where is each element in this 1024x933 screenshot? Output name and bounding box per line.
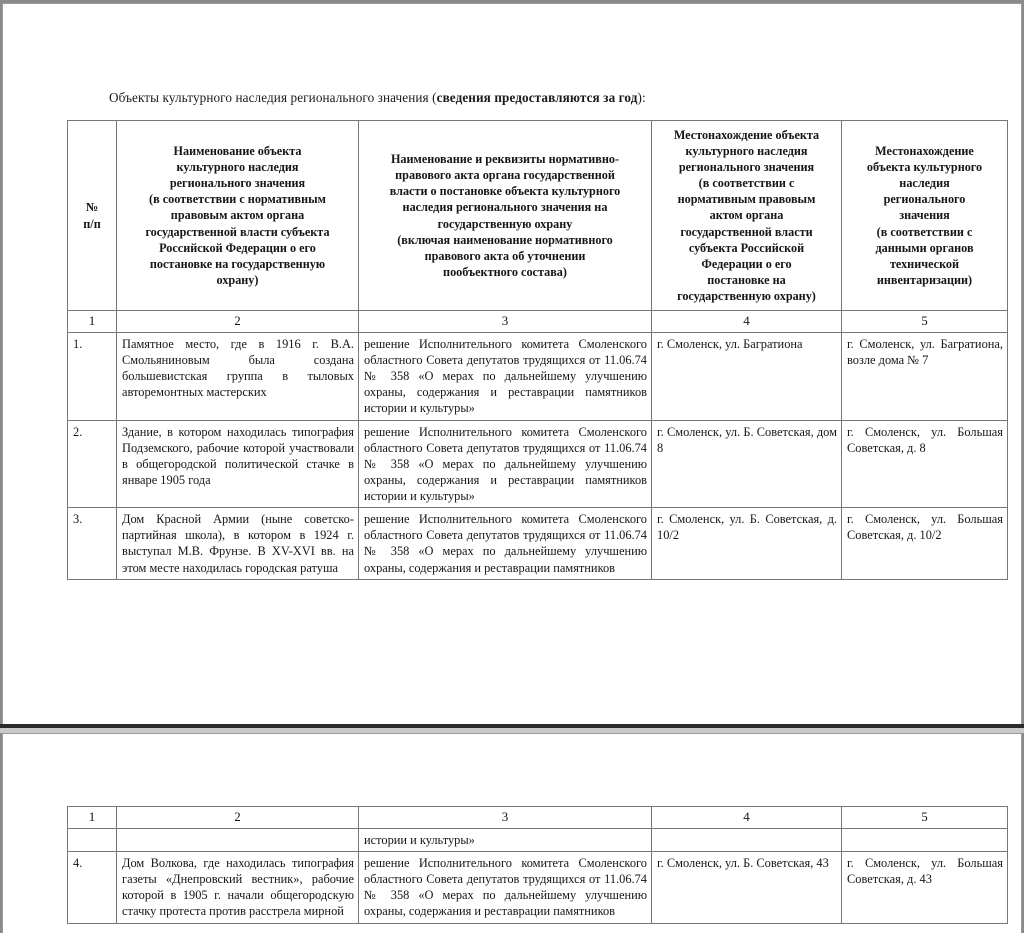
row-number: 2. [68, 420, 117, 508]
column-number: 3 [359, 807, 652, 829]
column-header-object-name [117, 121, 359, 311]
location-act: г. Смоленск, ул. Багратиона [652, 332, 842, 420]
header-line: наследия регионального значения на [402, 200, 608, 215]
column-number: 5 [842, 807, 1008, 829]
object-name: Дом Красной Армии (ныне советско-партийная школа), в котором в 1924 г. выступал М.В. Фрунзе. В XV-XVI вв. на этом месте находилась городская ратуша [117, 508, 359, 580]
row-number: 3. [68, 508, 117, 580]
legal-act-carryover: истории и культуры» [359, 828, 652, 851]
header-line: государственную охрану [437, 216, 573, 231]
location-act: г. Смоленск, ул. Б. Советская, д. 10/2 [652, 508, 842, 580]
header-line: значения [899, 208, 950, 223]
header-line: пообъектного состава) [443, 264, 567, 279]
document-page-1 [2, 3, 1022, 725]
column-number: 1 [68, 807, 117, 829]
column-number: 5 [842, 311, 1008, 333]
header-line: государственной власти [680, 224, 813, 239]
header-line: государственную охрану) [677, 288, 816, 303]
column-number-row [68, 311, 1008, 333]
header-line: п/п [83, 216, 101, 231]
caption-bold: сведения предоставляются за год [436, 90, 638, 105]
table-row [68, 852, 1008, 924]
table-row-carryover [68, 828, 1008, 851]
table-header-row [68, 121, 1008, 311]
location-tech: г. Смоленск, ул. Багратиона, возле дома № 7 [842, 332, 1008, 420]
empty-cell [68, 828, 117, 851]
header-line: технической [889, 256, 960, 271]
column-header-location-tech [842, 121, 1008, 311]
location-tech: г. Смоленск, ул. Большая Советская, д. 43 [842, 852, 1008, 924]
location-tech: г. Смоленск, ул. Большая Советская, д. 8 [842, 420, 1008, 508]
page-title [109, 90, 646, 106]
object-name: Здание, в котором находилась типография Подземского, рабочие которой участвовали в общегородской политической стачке в январе 1905 года [117, 420, 359, 508]
header-line: Наименование объекта [173, 144, 302, 159]
column-number: 4 [652, 807, 842, 829]
header-line: культурного наследия [685, 144, 808, 159]
header-line: Федерации о его [701, 256, 792, 271]
object-name: Дом Волкова, где находилась типография газеты «Днепровский вестник», рабочие которой в 1905 г. начали общегородскую стачку протеста против расстрела мирной [117, 852, 359, 924]
header-line: власти о постановке объекта культурного [389, 184, 621, 199]
column-number: 3 [359, 311, 652, 333]
location-act: г. Смоленск, ул. Б. Советская, дом 8 [652, 420, 842, 508]
header-line: (в соответствии с [876, 224, 973, 239]
header-line: правового акта об уточнении [424, 248, 586, 263]
header-line: регионального [883, 192, 966, 207]
caption-tail: ): [637, 90, 646, 105]
header-line: № [85, 200, 99, 215]
column-header-location-act [652, 121, 842, 311]
header-line: (включая наименование нормативного [397, 232, 613, 247]
location-act: г. Смоленск, ул. Б. Советская, 43 [652, 852, 842, 924]
legal-act: решение Исполнительного комитета Смоленского областного Совета депутатов трудящихся от 11.06.74 № 358 «О мерах по дальнейшему улучшению охраны, содержания и реставрации памятников истории и культуры» [359, 332, 652, 420]
header-line: правовым актом органа [170, 208, 305, 223]
heritage-objects-table [67, 120, 1008, 580]
header-line: регионального значения [169, 176, 306, 191]
column-header-number [68, 121, 117, 311]
document-page-2 [2, 733, 1022, 933]
column-number: 1 [68, 311, 117, 333]
legal-act: решение Исполнительного комитета Смоленского областного Совета депутатов трудящихся от 11.06.74 № 358 «О мерах по дальнейшему улучшению охраны, содержания и реставрации памятников истории и культуры» [359, 420, 652, 508]
object-name: Памятное место, где в 1916 г. В.А. Смольяниновым была создана большевистская группа в тыловых авторемонтных мастерских [117, 332, 359, 420]
header-line: субъекта Российской [688, 240, 805, 255]
header-line: (в соответствии с нормативным [149, 192, 326, 207]
row-number: 1. [68, 332, 117, 420]
table-row [68, 508, 1008, 580]
column-number: 2 [117, 311, 359, 333]
heritage-objects-table-continued [67, 806, 1008, 924]
row-number: 4. [68, 852, 117, 924]
header-line: нормативным правовым [677, 192, 816, 207]
header-line: охрану) [216, 272, 259, 287]
empty-cell [117, 828, 359, 851]
header-line: инвентаризации) [876, 272, 973, 287]
header-line: (в соответствии с [698, 176, 795, 191]
table-row [68, 420, 1008, 508]
header-line: Местонахождение [875, 144, 974, 159]
legal-act: решение Исполнительного комитета Смоленского областного Совета депутатов трудящихся от 11.06.74 № 358 «О мерах по дальнейшему улучшению охраны, содержания и реставрации памятников [359, 508, 652, 580]
header-line: государственной власти субъекта [145, 224, 330, 239]
empty-cell [842, 828, 1008, 851]
header-line: регионального значения [678, 160, 815, 175]
header-line: Наименование и реквизиты нормативно- [390, 152, 620, 167]
header-line: актом органа [709, 208, 784, 223]
column-number: 4 [652, 311, 842, 333]
column-header-legal-act [359, 121, 652, 311]
header-line: данными органов [875, 240, 974, 255]
caption-plain: Объекты культурного наследия регионального значения ( [109, 90, 437, 105]
legal-act: решение Исполнительного комитета Смоленского областного Совета депутатов трудящихся от 11.06.74 № 358 «О мерах по дальнейшему улучшению охраны, содержания и реставрации памятников [359, 852, 652, 924]
header-line: наследия [899, 176, 950, 191]
column-number: 2 [117, 807, 359, 829]
location-tech: г. Смоленск, ул. Большая Советская, д. 10/2 [842, 508, 1008, 580]
header-line: правового акта органа государственной [395, 168, 615, 183]
header-line: постановке на [707, 272, 786, 287]
header-line: Местонахождение объекта [673, 128, 820, 142]
header-line: Российской Федерации о его [159, 240, 316, 255]
column-number-row [68, 807, 1008, 829]
header-line: объекта культурного [866, 160, 983, 175]
table-row [68, 332, 1008, 420]
empty-cell [652, 828, 842, 851]
header-line: культурного наследия [176, 160, 299, 175]
header-line: постановке на государственную [149, 256, 326, 271]
